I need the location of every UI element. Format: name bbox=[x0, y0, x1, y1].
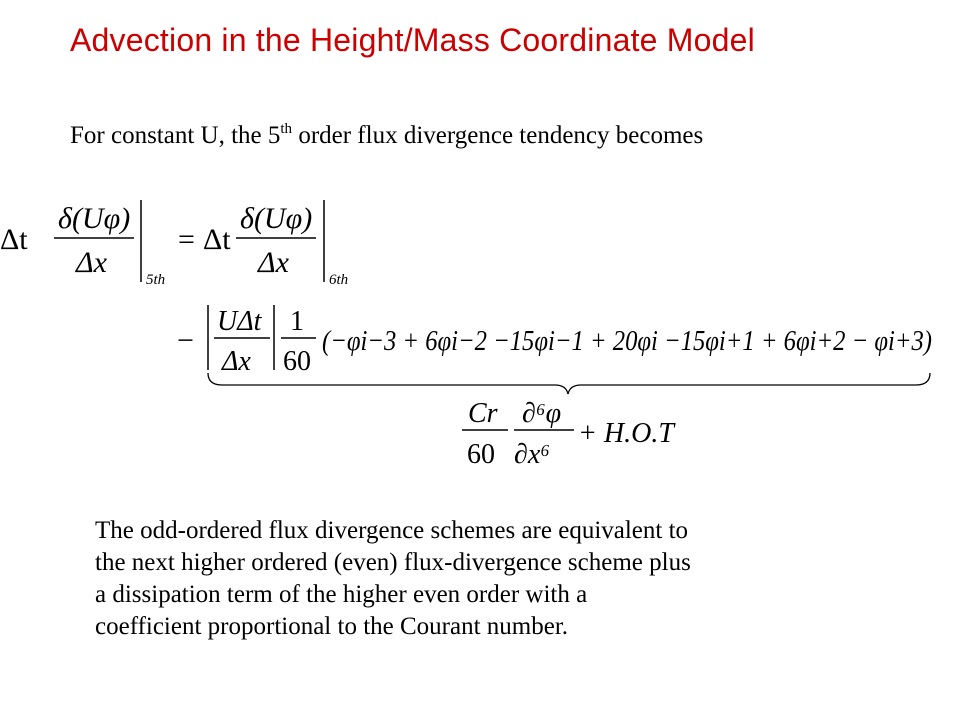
coef-denominator: 60 bbox=[283, 346, 311, 377]
explanation-paragraph bbox=[95, 515, 875, 643]
intro-before: For constant U, the 5 bbox=[70, 122, 281, 149]
derivative-numerator: ∂⁶φ bbox=[522, 398, 562, 429]
lhs-dt: Δt bbox=[0, 223, 28, 256]
paragraph-line: the next higher ordered (even) flux-divergence scheme plus bbox=[95, 549, 691, 576]
intro-text bbox=[70, 122, 703, 150]
lhs-denominator: Δx bbox=[76, 246, 107, 279]
flux-divergence-equation bbox=[0, 190, 960, 490]
slide-title: Advection in the Height/Mass Coordinate Model bbox=[70, 22, 755, 58]
rhs-dt: Δt bbox=[203, 223, 231, 256]
paragraph-line: coefficient proportional to the Courant number. bbox=[95, 613, 569, 640]
rhs-numerator: δ(Uφ) bbox=[240, 202, 313, 235]
intro-superscript: th bbox=[280, 121, 293, 137]
higher-order-terms: + H.O.T bbox=[578, 418, 674, 449]
coef-numerator: 1 bbox=[290, 306, 304, 337]
rhs-denominator: Δx bbox=[258, 246, 289, 279]
underbrace bbox=[208, 373, 930, 394]
stencil-expression: (−φi−3 + 6φi−2 −15φi−1 + 20φi −15φi+1 + 6φi+2 − φi+3) bbox=[322, 325, 932, 357]
cr-numerator: Cr bbox=[468, 398, 498, 429]
courant-denominator: Δx bbox=[222, 346, 251, 377]
paragraph-line: a dissipation term of the higher even order with a bbox=[95, 581, 588, 608]
lhs-numerator: δ(Uφ) bbox=[58, 202, 131, 235]
paragraph-line: The odd-ordered flux divergence schemes are equivalent to bbox=[95, 517, 689, 544]
lhs-order: 5th bbox=[146, 272, 166, 288]
derivative-denominator: ∂x⁶ bbox=[514, 439, 550, 470]
courant-numerator: UΔt bbox=[217, 306, 262, 337]
equals-sign: = bbox=[178, 223, 195, 256]
cr-denominator: 60 bbox=[467, 439, 495, 470]
intro-after: order flux divergence tendency becomes bbox=[292, 122, 704, 149]
rhs-order: 6th bbox=[329, 272, 349, 288]
minus-sign: − bbox=[177, 324, 194, 357]
